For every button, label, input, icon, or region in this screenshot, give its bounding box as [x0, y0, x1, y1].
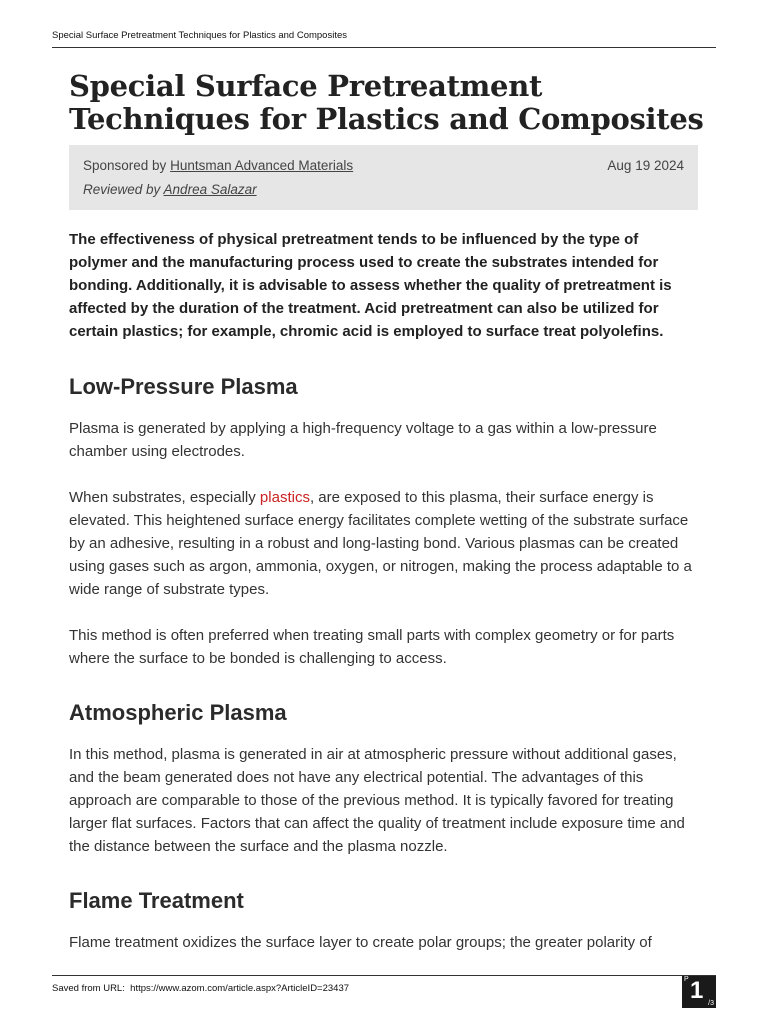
paragraph: This method is often preferred when treating small parts with complex geometry or for parts where the surface to be bonded is challenging to access. [69, 627, 675, 667]
page-number: 1 [690, 977, 704, 1004]
paragraph: Flame treatment oxidizes the surface layer to create polar groups; the greater polarity of [69, 934, 652, 951]
article-body [69, 228, 699, 954]
page-label: P [684, 976, 689, 983]
publish-date: Aug 19 2024 [607, 158, 684, 173]
footer-divider [52, 975, 716, 976]
paragraph: Plasma is generated by applying a high-frequency voltage to a gas within a low-pressure chamber using electrodes. [69, 420, 657, 460]
reviewer-link[interactable]: Andrea Salazar [163, 182, 257, 197]
page-title: Special Surface Pretreatment Techniques for Plastics and Composites [69, 69, 704, 136]
lead-paragraph: The effectiveness of physical pretreatment tends to be influenced by the type of polymer and the manufacturing process used to create the substrates intended for bonding. Additionally, it is advisable to assess whether the quality of pretreatment is affected by the duration of the treatment. Acid pretreatment can also be utilized for certain plastics; for example, chromic acid is employed to surface treat polyolefins. [69, 231, 672, 340]
sponsor-link[interactable]: Huntsman Advanced Materials [170, 158, 354, 173]
source-url: https://www.azom.com/article.aspx?ArticleID=23437 [130, 983, 350, 994]
header-divider [52, 47, 716, 48]
paragraph-text: , are exposed to this plasma, their surface energy is elevated. This heightened surface energy facilitates complete wetting of the substrate surface by an adhesive, resulting in a robust and long-lasting bond. Various plasmas can be created using gases such as argon, ammonia, oxygen, or nitrogen, making the process adaptable to a wide range of substrate types. [69, 489, 692, 598]
section-heading-low-pressure-plasma: Low-Pressure Plasma [69, 374, 298, 399]
plastics-link[interactable]: plastics [259, 489, 310, 506]
sponsor-line [83, 158, 353, 173]
reviewer-prefix: Reviewed by [83, 182, 161, 197]
paragraph [69, 486, 699, 601]
paragraph: In this method, plasma is generated in air at atmospheric pressure without additional gases, and the beam generated does not have any electrical potential. The advantages of this approach are comparable to those of the previous method. It is typically favored for treating larger flat surfaces. Factors that can affect the quality of treatment include exposure time and the distance between the surface and the plasma nozzle. [69, 746, 685, 855]
section-heading-atmospheric-plasma: Atmospheric Plasma [69, 700, 287, 725]
page-number-badge [682, 976, 716, 1008]
article-meta-box [69, 145, 698, 210]
saved-from-label: Saved from URL: [52, 983, 125, 994]
footer-source [52, 983, 349, 994]
page-total: /3 [708, 1000, 714, 1007]
paragraph-text: When substrates, especially [69, 489, 260, 506]
sponsor-prefix: Sponsored by [83, 158, 167, 173]
section-heading-flame-treatment: Flame Treatment [69, 888, 244, 913]
running-header: Special Surface Pretreatment Techniques for Plastics and Composites [52, 30, 348, 41]
reviewer-line [83, 182, 257, 197]
